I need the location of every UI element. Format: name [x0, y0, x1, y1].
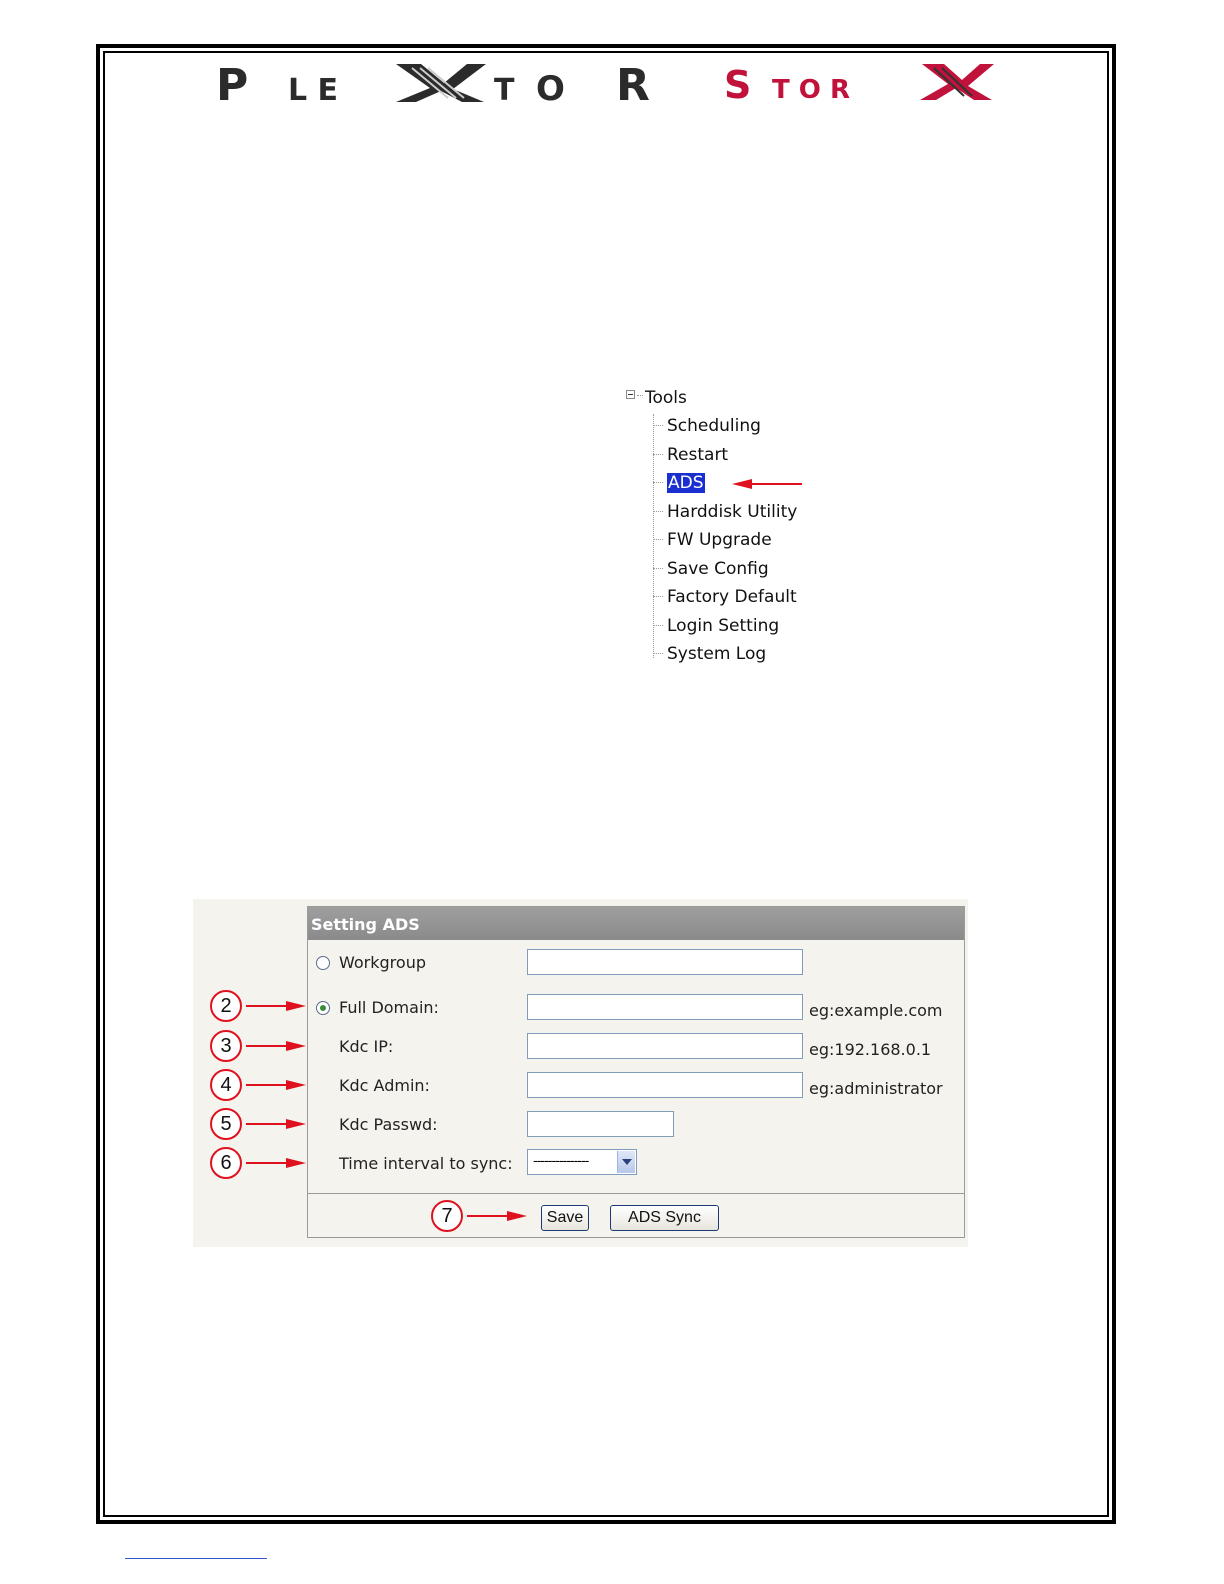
tree-item-fw-upgrade[interactable]: FW Upgrade [667, 530, 772, 550]
setting-ads-form [307, 906, 965, 1238]
kdc-ip-hint: eg:192.168.0.1 [809, 1040, 932, 1059]
full-domain-label: Full Domain: [339, 998, 439, 1017]
callout-arrow-icon [244, 1116, 308, 1132]
callout-arrow-icon [244, 1077, 308, 1093]
tree-item-harddisk-utility[interactable]: Harddisk Utility [667, 502, 798, 522]
callout-4: 4 [210, 1069, 242, 1101]
tree-item-scheduling[interactable]: Scheduling [667, 416, 761, 436]
kdc-admin-hint: eg:administrator [809, 1079, 943, 1098]
time-interval-select[interactable] [527, 1149, 637, 1175]
callout-arrow-icon [244, 1038, 308, 1054]
form-divider [308, 1193, 964, 1194]
time-interval-value: --------------- [533, 1154, 589, 1169]
callout-arrow-icon [465, 1208, 529, 1224]
tree-vertical-line [653, 414, 654, 658]
kdc-admin-input[interactable] [527, 1072, 803, 1098]
tree-connector [653, 568, 663, 569]
callout-arrow-icon [244, 998, 308, 1014]
svg-text:T O R: T O R [772, 75, 850, 105]
workgroup-input[interactable] [527, 949, 803, 975]
tree-connector [653, 511, 663, 512]
ads-sync-button[interactable]: ADS Sync [610, 1205, 719, 1231]
tree-connector [653, 596, 663, 597]
plextor-logo-le: L E [288, 73, 339, 108]
callout-2: 2 [210, 990, 242, 1022]
tree-connector [653, 625, 663, 626]
tree-item-factory-default[interactable]: Factory Default [667, 587, 797, 607]
callout-5: 5 [210, 1108, 242, 1140]
tree-item-login-setting[interactable]: Login Setting [667, 616, 780, 636]
svg-text:O: O [536, 69, 565, 108]
kdc-ip-input[interactable] [527, 1033, 803, 1059]
tree-item-restart[interactable]: Restart [667, 445, 729, 465]
page-border-inner [103, 51, 1109, 1517]
kdc-admin-label: Kdc Admin: [339, 1076, 430, 1095]
kdc-passwd-input[interactable] [527, 1111, 674, 1137]
collapse-toggle-icon[interactable] [626, 390, 635, 399]
full-domain-input[interactable] [527, 994, 803, 1020]
ads-pointer-arrow-icon [730, 476, 804, 492]
time-interval-label: Time interval to sync: [339, 1154, 513, 1173]
plextor-logo-p: P [216, 60, 249, 108]
tree-connector [653, 482, 663, 483]
tree-item-save-config[interactable]: Save Config [667, 559, 769, 579]
tree-item-system-log[interactable]: System Log [667, 644, 767, 664]
footer-link-underline [125, 1558, 267, 1559]
chevron-down-icon[interactable] [617, 1151, 635, 1173]
callout-arrow-icon [244, 1155, 308, 1171]
tree-connector [653, 425, 663, 426]
plextor-logo [216, 58, 686, 108]
storx-logo [722, 58, 997, 108]
full-domain-hint: eg:example.com [809, 1001, 943, 1020]
tree-connector [637, 395, 643, 396]
tree-connector [653, 539, 663, 540]
tree-root-tools[interactable]: Tools [645, 388, 687, 408]
kdc-ip-label: Kdc IP: [339, 1037, 394, 1056]
svg-text:T: T [494, 73, 515, 108]
callout-3: 3 [210, 1030, 242, 1062]
workgroup-radio[interactable] [316, 956, 330, 970]
tree-connector [653, 454, 663, 455]
form-title: Setting ADS [308, 907, 964, 940]
tools-tree-menu [624, 384, 844, 674]
full-domain-radio[interactable] [316, 1001, 330, 1015]
kdc-passwd-label: Kdc Passwd: [339, 1115, 438, 1134]
save-button[interactable]: Save [541, 1205, 589, 1231]
callout-7: 7 [431, 1200, 463, 1232]
tree-connector [653, 653, 663, 654]
workgroup-label: Workgroup [339, 953, 426, 972]
svg-text:R: R [616, 60, 650, 108]
callout-6: 6 [210, 1147, 242, 1179]
tree-item-ads[interactable]: ADS [668, 473, 704, 493]
svg-text:S: S [724, 63, 752, 107]
